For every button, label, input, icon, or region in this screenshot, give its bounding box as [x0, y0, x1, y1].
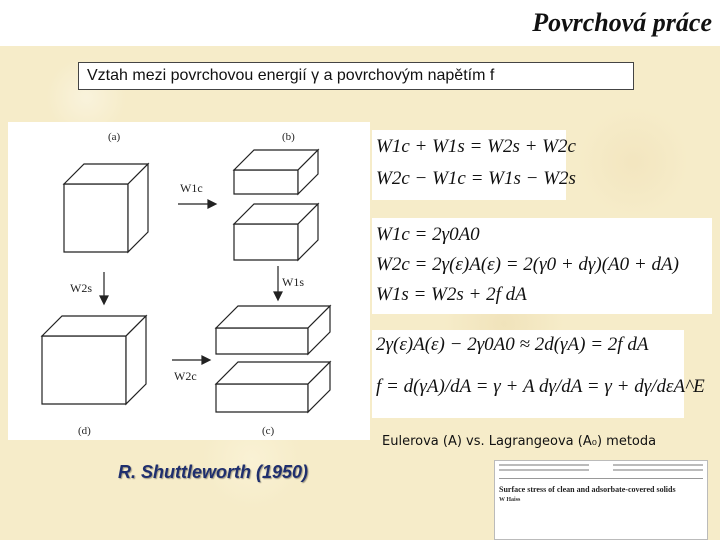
slab-b2-front: [234, 224, 298, 260]
cube-a-front: [64, 184, 128, 252]
equation-box-2: [372, 218, 712, 314]
panel-label-c: (c): [262, 425, 275, 437]
arrow-label-w2c: W2c: [174, 369, 197, 383]
equation-box-1: [372, 130, 576, 200]
arrow-w1s: [274, 266, 282, 300]
slide-title: Povrchová práce: [532, 8, 712, 37]
equation-1b: W2c − W1c = W1s − W2s: [376, 168, 576, 189]
reference-author: R. Shuttleworth (1950): [118, 462, 309, 482]
panel-label-d: (d): [78, 425, 91, 437]
title-bar: [0, 0, 720, 46]
arrow-label-w1c: W1c: [180, 181, 203, 195]
equation-2a: W1c = 2γ0A0: [376, 224, 480, 245]
equation-3a: 2γ(ε)A(ε) − 2γ0A0 ≈ 2d(γA) = 2f dA: [376, 334, 649, 355]
paper-title: Surface stress of clean and adsorbate-covered solids: [499, 485, 676, 494]
paper-author: W Haiss: [499, 497, 521, 503]
equation-3b: f = d(γA)/dA = γ + A dγ/dA = γ + dγ/dεA^E: [376, 376, 705, 397]
equation-box-3: [372, 330, 705, 418]
arrow-w2s: [100, 272, 108, 304]
equation-2c: W1s = W2s + 2f dA: [376, 284, 527, 305]
paper-header: [499, 464, 703, 479]
panel-label-a: (a): [108, 131, 121, 143]
arrow-label-w1s: W1s: [282, 275, 304, 289]
slab-b1-front: [234, 170, 298, 194]
cube-diagram: [8, 122, 370, 440]
equation-2b: W2c = 2γ(ε)A(ε) = 2(γ0 + dγ)(A0 + dA): [376, 254, 679, 275]
arrow-w1c: [178, 200, 216, 208]
euler-lagrange-note: Eulerova (A) vs. Lagrangeova (A₀) metoda: [382, 434, 657, 449]
panel-label-b: (b): [282, 131, 295, 143]
slab-c1-front: [216, 328, 308, 354]
slab-d-front: [42, 336, 126, 404]
subtitle-box: Vztah mezi povrchovou energií γ a povrchovým napětím f: [78, 62, 634, 90]
paper-thumbnail[interactable]: [494, 460, 708, 540]
arrow-w2c: [172, 356, 210, 364]
cube-diagram-svg: [8, 122, 370, 440]
slab-c2-front: [216, 384, 308, 412]
arrow-label-w2s: W2s: [70, 281, 92, 295]
equation-1a: W1c + W1s = W2s + W2c: [376, 136, 576, 157]
